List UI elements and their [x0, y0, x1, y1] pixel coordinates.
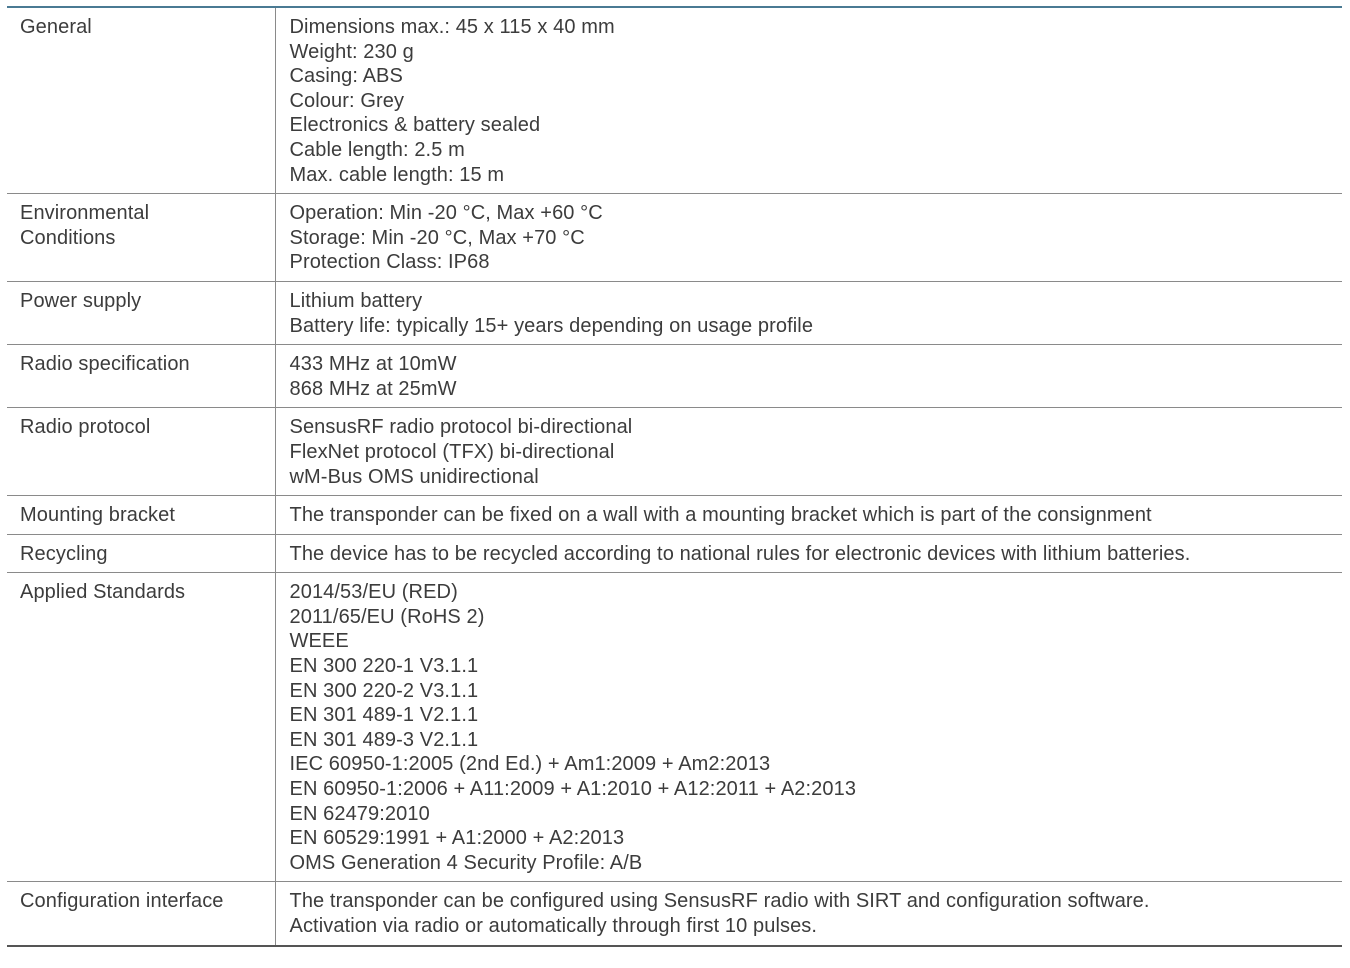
spec-value-line: Electronics & battery sealed	[289, 114, 541, 137]
spec-row	[7, 281, 1342, 344]
spec-value-cell	[275, 281, 1342, 344]
specifications-table-body	[7, 7, 1342, 946]
spec-label: Radio protocol	[7, 408, 275, 496]
spec-value-cell	[275, 534, 1342, 573]
spec-value-line: Dimensions max.: 45 x 115 x 40 mm	[289, 16, 615, 38]
spec-value-line: 2011/65/EU (RoHS 2)	[289, 605, 485, 628]
spec-row	[7, 194, 1342, 282]
spec-label: Power supply	[7, 281, 275, 344]
spec-label: Radio specification	[7, 345, 275, 408]
spec-value-line: The transponder can be fixed on a wall with a mounting bracket which is part of the consignment	[289, 504, 1152, 527]
spec-value-cell	[275, 408, 1342, 496]
spec-label: General	[7, 7, 275, 194]
spec-value-cell	[275, 194, 1342, 282]
spec-row	[7, 882, 1342, 946]
spec-value-line: SensusRF radio protocol bi-directional	[289, 416, 633, 439]
spec-row	[7, 7, 1342, 194]
spec-label: Mounting bracket	[7, 496, 275, 535]
spec-value-line: Protection Class: IP68	[289, 251, 490, 274]
spec-value-line: EN 62479:2010	[289, 802, 430, 825]
specifications-table	[7, 6, 1342, 947]
spec-value-line: FlexNet protocol (TFX) bi-directional	[289, 440, 615, 463]
spec-row	[7, 408, 1342, 496]
spec-value-line: IEC 60950-1:2005 (2nd Ed.) + Am1:2009 + Am2:2013	[289, 753, 771, 776]
spec-value-line: EN 300 220-2 V3.1.1	[289, 679, 479, 702]
spec-value-line: Max. cable length: 15 m	[289, 163, 505, 186]
spec-value-line: Storage: Min -20 °C, Max +70 °C	[289, 226, 585, 249]
spec-value-line: 2014/53/EU (RED)	[289, 581, 458, 604]
spec-label: Configuration interface	[7, 882, 275, 946]
spec-value-line: Lithium battery	[289, 289, 423, 312]
spec-value-line: Casing: ABS	[289, 65, 403, 88]
spec-value-cell	[275, 345, 1342, 408]
spec-label: Recycling	[7, 534, 275, 573]
spec-row	[7, 573, 1342, 882]
spec-value-line: Cable length: 2.5 m	[289, 138, 465, 161]
spec-value-line: Weight: 230 g	[289, 40, 414, 63]
spec-label: Environmental Conditions	[7, 194, 275, 282]
spec-value-line: 868 MHz at 25mW	[289, 377, 457, 400]
spec-value-line: EN 301 489-3 V2.1.1	[289, 728, 479, 751]
spec-value-cell	[275, 496, 1342, 535]
spec-value-line: The device has to be recycled according to national rules for electronic devices with lithium batteries.	[289, 542, 1191, 565]
spec-label: Applied Standards	[7, 573, 275, 882]
spec-value-line: The transponder can be configured using SensusRF radio with SIRT and configuration software.	[289, 890, 1150, 913]
spec-value-line: EN 60950-1:2006 + A11:2009 + A1:2010 + A12:2011 + A2:2013	[289, 778, 857, 801]
spec-row	[7, 496, 1342, 535]
spec-value-cell	[275, 573, 1342, 882]
spec-value-line: OMS Generation 4 Security Profile: A/B	[289, 851, 643, 874]
spec-value-line: WEEE	[289, 630, 349, 653]
spec-value-line: Activation via radio or automatically through first 10 pulses.	[289, 915, 818, 937]
spec-value-line: EN 300 220-1 V3.1.1	[289, 655, 479, 678]
spec-row	[7, 345, 1342, 408]
spec-value-cell	[275, 882, 1342, 946]
spec-value-line: 433 MHz at 10mW	[289, 353, 457, 376]
spec-value-cell	[275, 7, 1342, 194]
spec-value-line: wM-Bus OMS unidirectional	[289, 465, 539, 488]
spec-value-line: Colour: Grey	[289, 89, 405, 112]
spec-value-line: Operation: Min -20 °C, Max +60 °C	[289, 202, 603, 225]
spec-value-line: EN 60529:1991 + A1:2000 + A2:2013	[289, 827, 625, 850]
spec-value-line: Battery life: typically 15+ years depending on usage profile	[289, 314, 814, 337]
spec-value-line: EN 301 489-1 V2.1.1	[289, 704, 479, 727]
spec-row	[7, 534, 1342, 573]
